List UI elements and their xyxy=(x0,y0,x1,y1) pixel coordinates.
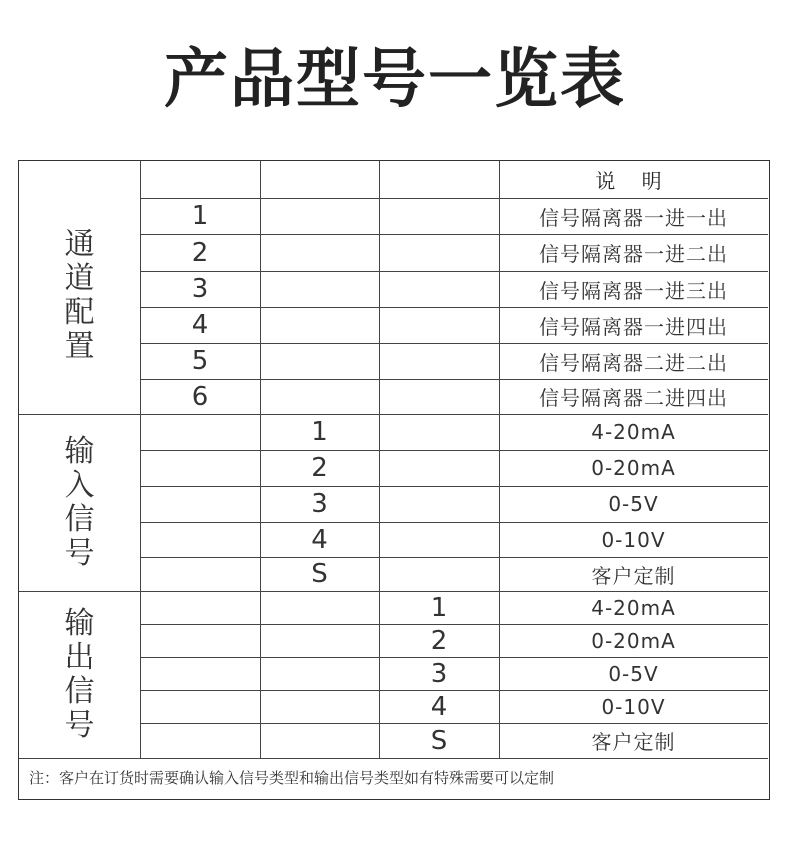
output-description: 0-5V xyxy=(608,661,659,686)
input-code: 3 xyxy=(311,489,328,519)
channel-code: 5 xyxy=(191,346,209,376)
group-output-label: 输 出 信 号 xyxy=(64,605,95,743)
input-description: 客户定制 xyxy=(591,563,676,588)
input-code: 1 xyxy=(311,417,328,447)
input-code: 2 xyxy=(311,453,328,483)
output-code: 1 xyxy=(430,592,448,623)
channel-description: 信号隔离器一进四出 xyxy=(539,314,728,339)
input-description: 0-20mA xyxy=(591,456,676,480)
output-description: 4-20mA xyxy=(591,595,676,620)
channel-code: 4 xyxy=(191,310,209,340)
output-description: 0-20mA xyxy=(591,628,676,653)
input-description: 4-20mA xyxy=(591,420,676,444)
output-code: 4 xyxy=(430,691,448,722)
output-code: 2 xyxy=(430,625,448,656)
channel-code: 6 xyxy=(191,381,209,412)
channel-code: 3 xyxy=(191,274,209,304)
input-code: 4 xyxy=(311,524,328,555)
output-code: 3 xyxy=(430,658,448,689)
group-input-label: 输 入 信 号 xyxy=(64,433,95,571)
output-code: S xyxy=(430,725,448,756)
group-channel-label: 通 道 配 置 xyxy=(64,227,95,364)
channel-code: 2 xyxy=(191,237,209,268)
output-description: 客户定制 xyxy=(591,730,676,754)
channel-description: 信号隔离器二进四出 xyxy=(539,386,728,410)
channel-code: 1 xyxy=(191,201,209,231)
input-description: 0-5V xyxy=(608,492,659,516)
page-title: 产品型号一览表 xyxy=(164,43,626,117)
input-description: 0-10V xyxy=(601,527,666,552)
header-description: 说 明 xyxy=(595,169,672,193)
channel-description: 信号隔离器二进二出 xyxy=(539,350,728,375)
model-table xyxy=(18,160,770,800)
input-code: S xyxy=(311,559,328,589)
channel-description: 信号隔离器一进三出 xyxy=(539,278,728,303)
order-note: 注：客户在订货时需要确认输入信号类型和输出信号类型如有特殊需要可以定制 xyxy=(29,768,555,787)
channel-description: 信号隔离器一进一出 xyxy=(539,205,728,230)
channel-description: 信号隔离器一进二出 xyxy=(539,242,728,266)
output-description: 0-10V xyxy=(601,694,666,719)
